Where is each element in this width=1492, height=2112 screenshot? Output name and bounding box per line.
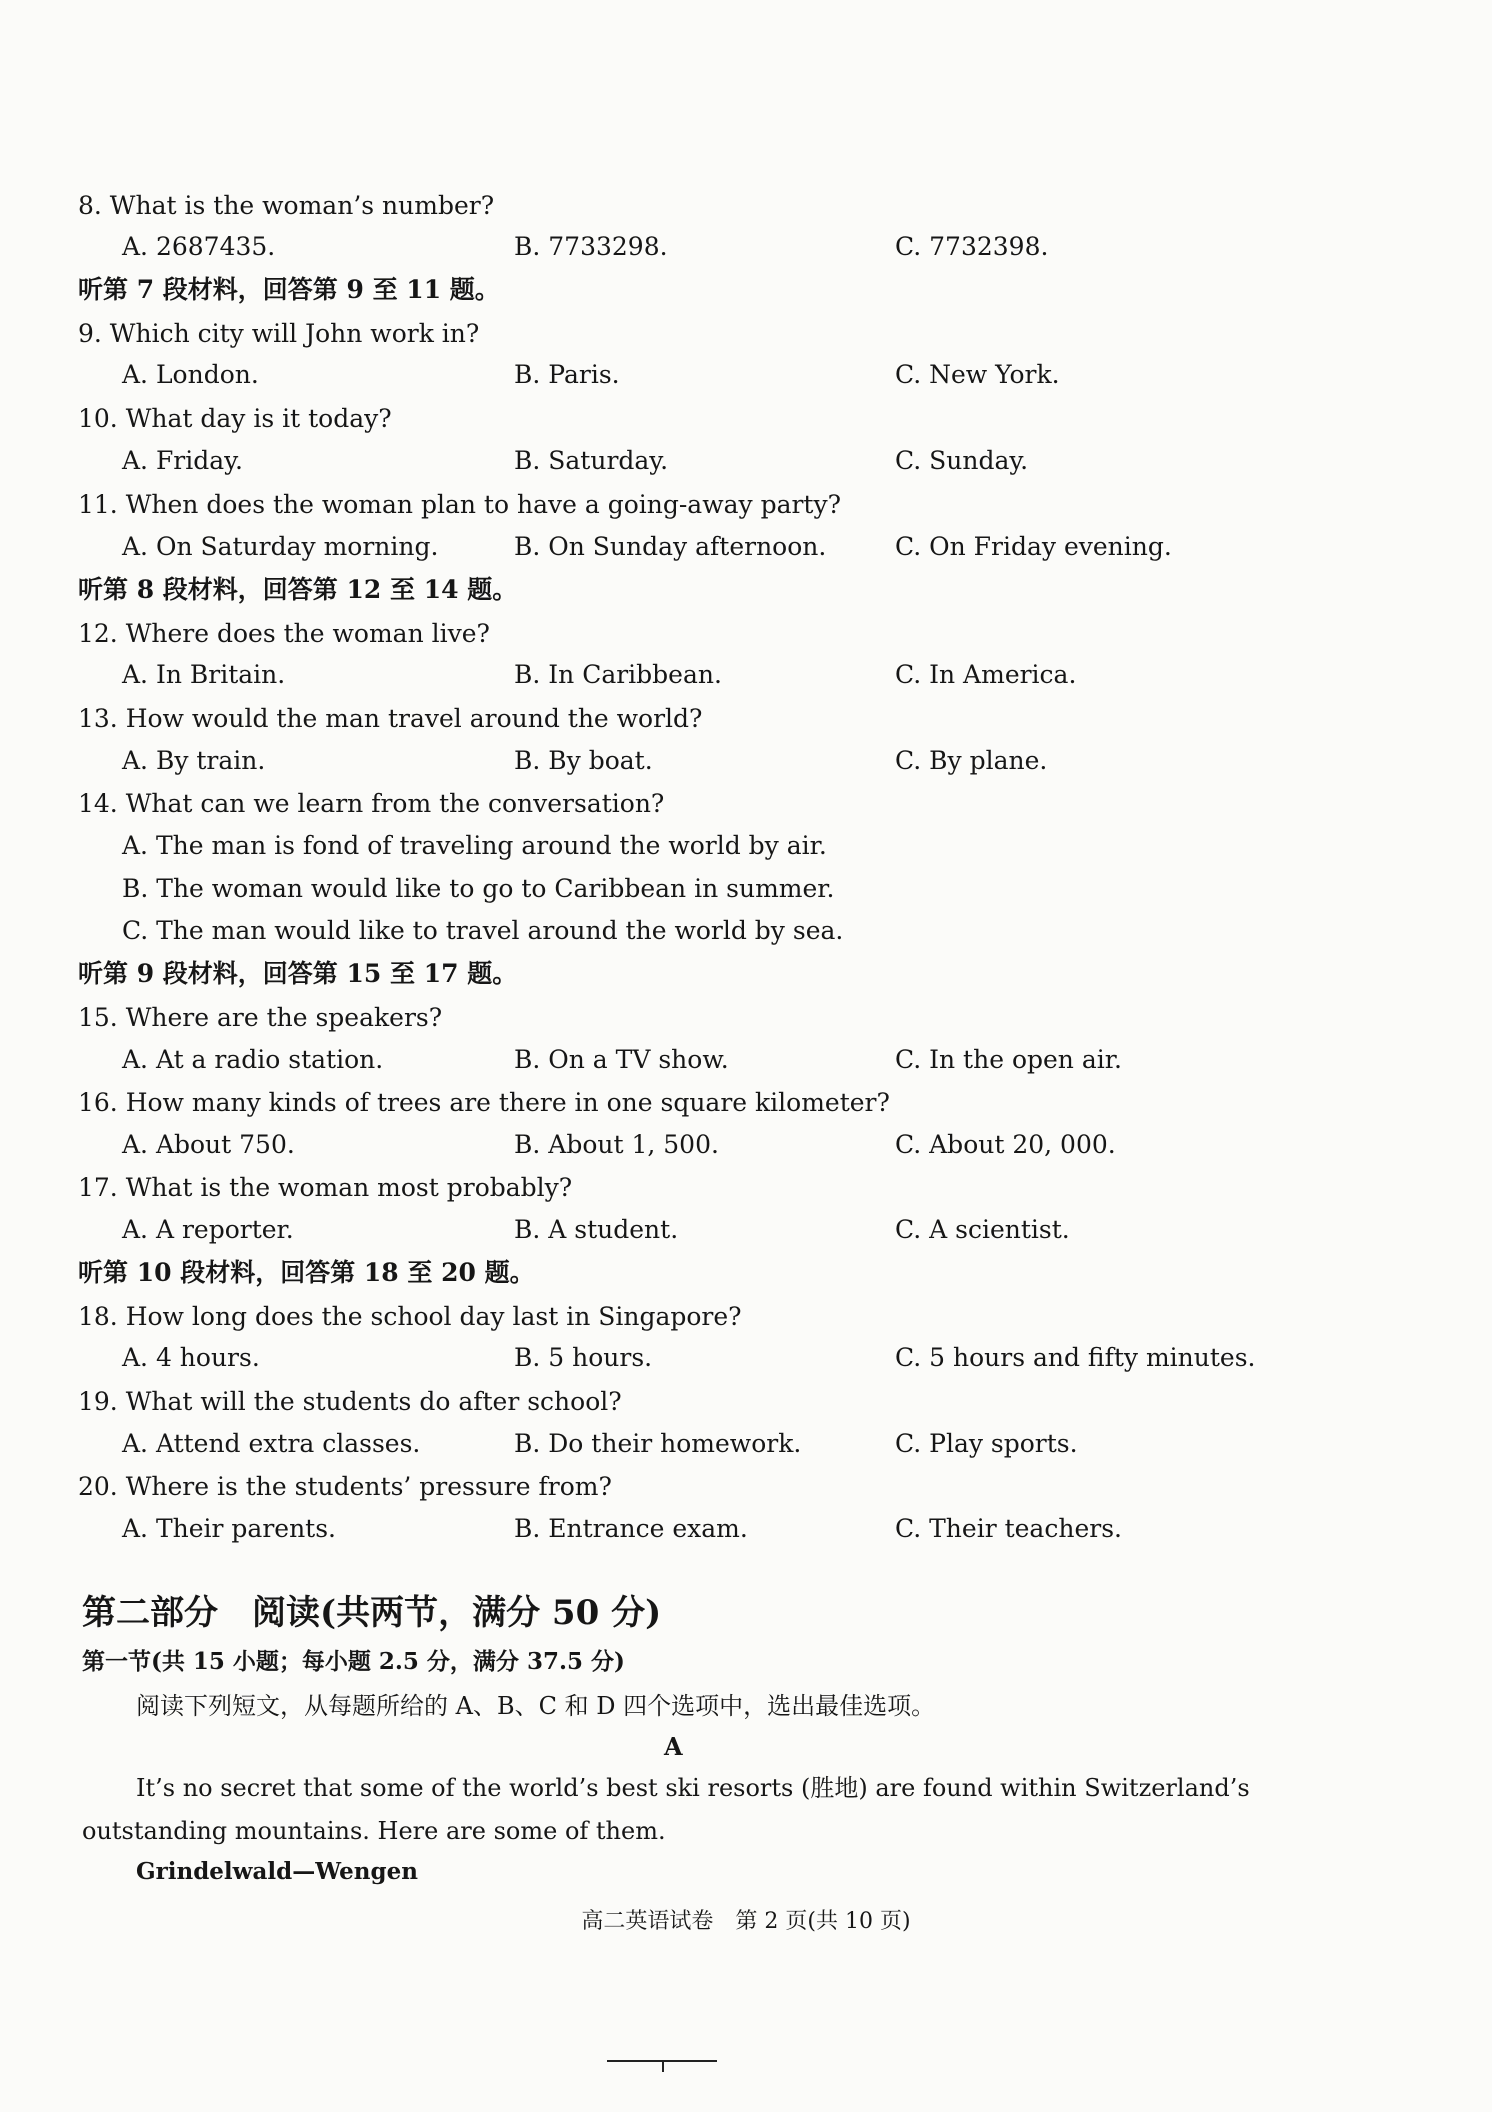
question-8-option-c: C. 7732398. (895, 232, 1049, 261)
passage-subheading: Grindelwald—Wengen (136, 1858, 418, 1885)
question-16-stem: 16. How many kinds of trees are there in one square kilometer? (78, 1088, 890, 1117)
question-8-stem: 8. What is the woman’s number? (78, 191, 495, 220)
question-11-stem: 11. When does the woman plan to have a going-away party? (78, 490, 842, 519)
question-10-option-c: C. Sunday. (895, 446, 1029, 475)
question-18-option-b: B. 5 hours. (514, 1343, 653, 1372)
question-17-stem: 17. What is the woman most probably? (78, 1173, 573, 1202)
passage-paragraph-line-2: outstanding mountains. Here are some of them. (82, 1817, 666, 1845)
question-15-option-a: A. At a radio station. (122, 1045, 384, 1074)
question-8-option-b: B. 7733298. (514, 232, 668, 261)
question-9-option-b: B. Paris. (514, 360, 620, 389)
question-13-option-c: C. By plane. (895, 746, 1048, 775)
question-19-stem: 19. What will the students do after school? (78, 1387, 622, 1416)
question-17-option-c: C. A scientist. (895, 1215, 1070, 1244)
question-12-option-c: C. In America. (895, 660, 1077, 689)
question-16-option-a: A. About 750. (122, 1130, 295, 1159)
question-10-option-b: B. Saturday. (514, 446, 669, 475)
question-20-option-a: A. Their parents. (122, 1514, 336, 1543)
section-one-title: 第一节(共 15 小题；每小题 2.5 分，满分 37.5 分) (82, 1648, 625, 1675)
reading-instruction: 阅读下列短文，从每题所给的 A、B、C 和 D 四个选项中，选出最佳选项。 (136, 1692, 936, 1720)
question-16-option-b: B. About 1, 500. (514, 1130, 719, 1159)
page-footer: 高二英语试卷 第 2 页(共 10 页) (581, 1909, 911, 1934)
question-13-option-a: A. By train. (122, 746, 266, 775)
question-19-option-b: B. Do their homework. (514, 1429, 802, 1458)
passage-label: A (664, 1732, 683, 1761)
question-13-option-b: B. By boat. (514, 746, 653, 775)
question-9-option-c: C. New York. (895, 360, 1060, 389)
section-heading-material-10: 听第 10 段材料，回答第 18 至 20 题。 (78, 1258, 535, 1287)
question-16-option-c: C. About 20, 000. (895, 1130, 1116, 1159)
question-14-option-b: B. The woman would like to go to Caribbean in summer. (122, 874, 835, 903)
question-14-stem: 14. What can we learn from the conversation? (78, 789, 665, 818)
question-15-option-c: C. In the open air. (895, 1045, 1122, 1074)
section-heading-material-8: 听第 8 段材料，回答第 12 至 14 题。 (78, 575, 518, 604)
section-heading-material-7: 听第 7 段材料，回答第 9 至 11 题。 (78, 275, 500, 304)
part-two-title: 第二部分 阅读(共两节，满分 50 分) (82, 1593, 662, 1633)
binding-mark (607, 2058, 717, 2074)
question-11-option-b: B. On Sunday afternoon. (514, 532, 827, 561)
question-19-option-a: A. Attend extra classes. (122, 1429, 421, 1458)
question-15-stem: 15. Where are the speakers? (78, 1003, 443, 1032)
question-10-stem: 10. What day is it today? (78, 404, 392, 433)
question-11-option-c: C. On Friday evening. (895, 532, 1172, 561)
question-9-stem: 9. Which city will John work in? (78, 319, 480, 348)
question-8-option-a: A. 2687435. (122, 232, 276, 261)
passage-paragraph-line-1: It’s no secret that some of the world’s best ski resorts (胜地) are found within Switzerland’s (136, 1774, 1250, 1802)
question-12-option-a: A. In Britain. (122, 660, 286, 689)
question-12-stem: 12. Where does the woman live? (78, 619, 490, 648)
question-20-option-b: B. Entrance exam. (514, 1514, 748, 1543)
question-13-stem: 13. How would the man travel around the world? (78, 704, 703, 733)
question-17-option-a: A. A reporter. (122, 1215, 294, 1244)
question-14-option-c: C. The man would like to travel around the world by sea. (122, 916, 844, 945)
question-9-option-a: A. London. (122, 360, 259, 389)
question-12-option-b: B. In Caribbean. (514, 660, 722, 689)
question-11-option-a: A. On Saturday morning. (122, 532, 439, 561)
question-17-option-b: B. A student. (514, 1215, 679, 1244)
question-20-option-c: C. Their teachers. (895, 1514, 1122, 1543)
question-15-option-b: B. On a TV show. (514, 1045, 729, 1074)
question-19-option-c: C. Play sports. (895, 1429, 1078, 1458)
question-18-stem: 18. How long does the school day last in Singapore? (78, 1302, 742, 1331)
question-18-option-c: C. 5 hours and fifty minutes. (895, 1343, 1256, 1372)
question-14-option-a: A. The man is fond of traveling around the world by air. (122, 831, 827, 860)
question-10-option-a: A. Friday. (122, 446, 243, 475)
section-heading-material-9: 听第 9 段材料，回答第 15 至 17 题。 (78, 959, 518, 988)
question-18-option-a: A. 4 hours. (122, 1343, 260, 1372)
question-20-stem: 20. Where is the students’ pressure from? (78, 1472, 612, 1501)
